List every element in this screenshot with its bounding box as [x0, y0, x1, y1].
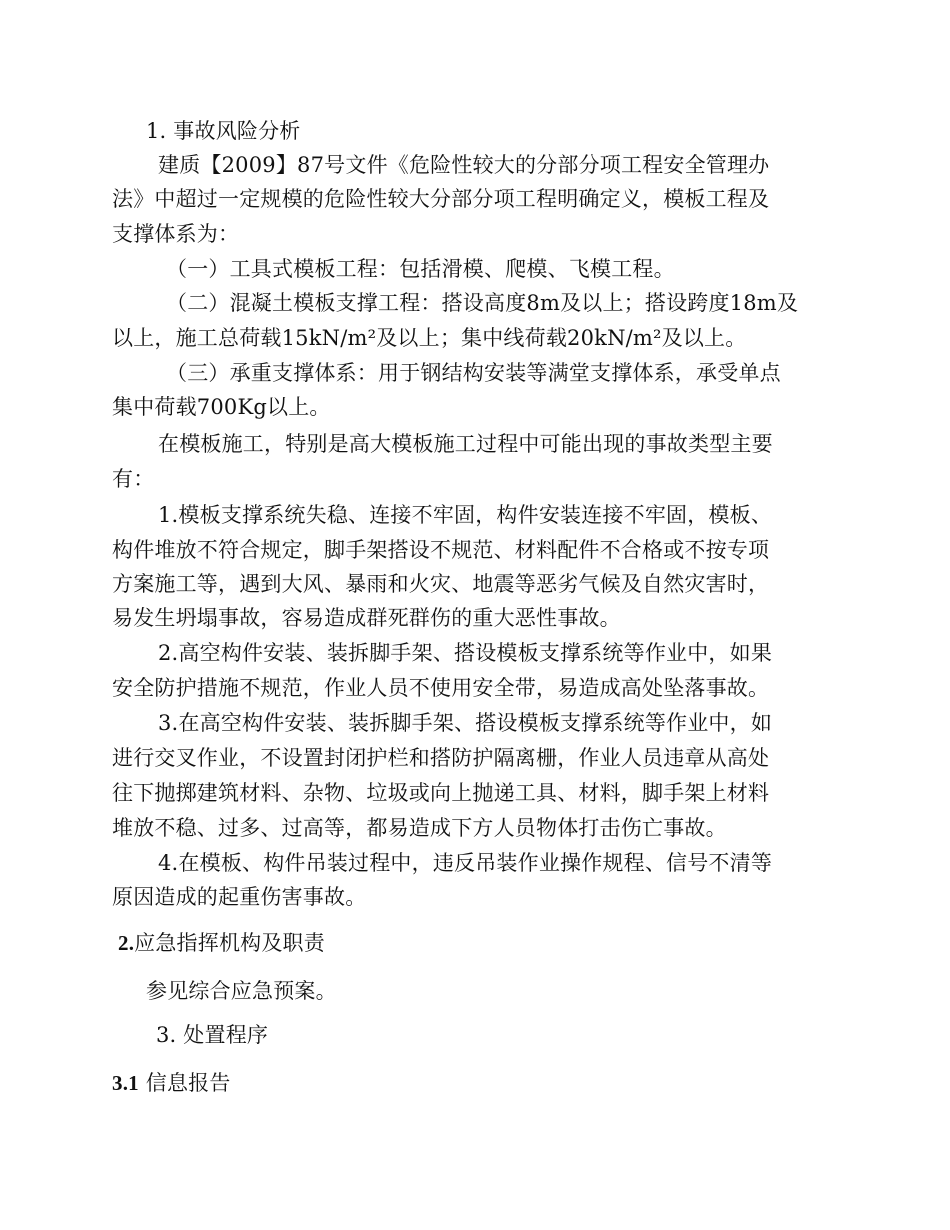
- item-2-line-2: 以上，施工总荷载15kN/m²及以上；集中线荷载20kN/m²及以上。: [112, 326, 747, 350]
- point-4-line-1: 4.在模板、构件吊装过程中，违反吊装作业操作规程、信号不清等: [158, 851, 773, 875]
- intro-line-3: 支撑体系为：: [112, 222, 240, 246]
- section-2-number: 2.: [118, 931, 135, 955]
- accident-intro-line-1: 在模板施工，特别是高大模板施工过程中可能出现的事故类型主要: [158, 432, 773, 456]
- point-2-line-2: 安全防护措施不规范，作业人员不使用安全带，易造成高处坠落事故。: [112, 676, 770, 700]
- point-3-line-3: 往下抛掷建筑材料、杂物、垃圾或向上抛递工具、材料，脚手架上材料: [112, 781, 770, 805]
- point-3-line-4: 堆放不稳、过多、过高等，都易造成下方人员物体打击伤亡事故。: [112, 816, 727, 840]
- section-2-title: 应急指挥机构及职责: [134, 931, 325, 955]
- section-2-body: 参见综合应急预案。: [146, 979, 337, 1003]
- subsection-3-1-title: 信息报告: [145, 1071, 231, 1095]
- section-2-heading: [118, 926, 843, 960]
- item-1: （一）工具式模板工程：包括滑模、爬模、飞模工程。: [166, 257, 675, 281]
- intro-line-2: 法》中超过一定规模的危险性较大分部分项工程明确定义，模板工程及: [112, 187, 770, 211]
- point-1-line-3: 方案施工等，遇到大风、暴雨和火灾、地震等恶劣气候及自然灾害时，: [112, 572, 770, 596]
- subsection-3-1-heading: [112, 1066, 837, 1100]
- point-1-line-4: 易发生坍塌事故，容易造成群死群伤的重大恶性事故。: [112, 606, 621, 630]
- point-1-line-2: 构件堆放不符合规定，脚手架搭设不规范、材料配件不合格或不按专项: [112, 538, 770, 562]
- item-3-line-2: 集中荷载700Kg以上。: [112, 395, 331, 419]
- item-3-line-1: （三）承重支撑体系：用于钢结构安装等满堂支撑体系，承受单点: [166, 361, 781, 385]
- point-1-line-1: 1.模板支撑系统失稳、连接不牢固，构件安装连接不牢固，模板、: [158, 503, 773, 527]
- section-3-title: 3. 处置程序: [156, 1023, 269, 1047]
- section-1-title: 1. 事故风险分析: [146, 119, 301, 143]
- point-3-line-2: 进行交叉作业，不设置封闭护栏和搭防护隔离栅，作业人员违章从高处: [112, 746, 770, 770]
- point-2-line-1: 2.高空构件安装、装拆脚手架、搭设模板支撑系统等作业中，如果: [158, 641, 773, 665]
- point-3-line-1: 3.在高空构件安装、装拆脚手架、搭设模板支撑系统等作业中，如: [158, 711, 773, 735]
- point-4-line-2: 原因造成的起重伤害事故。: [112, 885, 367, 909]
- intro-line-1: 建质【2009】87号文件《危险性较大的分部分项工程安全管理办: [158, 153, 770, 177]
- item-2-line-1: （二）混凝土模板支撑工程：搭设高度8m及以上；搭设跨度18m及: [166, 291, 799, 315]
- subsection-3-1-number: 3.1: [112, 1071, 139, 1095]
- accident-intro-line-2: 有：: [112, 467, 155, 491]
